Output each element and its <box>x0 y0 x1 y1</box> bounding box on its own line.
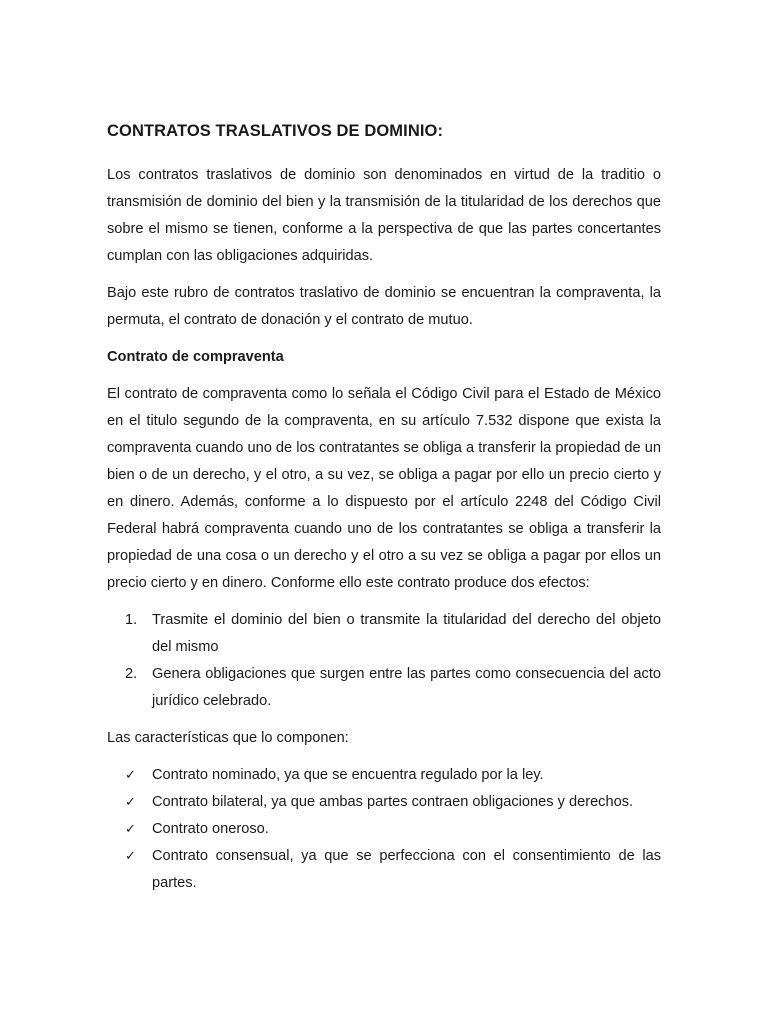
checkmark-icon: ✓ <box>125 795 136 810</box>
list-item-text: Contrato consensual, ya que se perfecciona con el consentimiento de las partes. <box>152 848 661 891</box>
intro-paragraph-2: Bajo este rubro de contratos traslativo de dominio se encuentran la compraventa, la permuta, el contrato de donación y el contrato de mutuo. <box>107 285 661 328</box>
characteristics-list <box>107 762 661 897</box>
section-paragraph: El contrato de compraventa como lo señala el Código Civil para el Estado de México en el titulo segundo de la compraventa, en su artículo 7.532 dispone que exista la compraventa cuando uno de los contratantes se obliga a transferir la propiedad de un bien o de un derecho, y el otro, a su vez, se obliga a pagar por ello un precio cierto y en dinero. Además, conforme a lo dispuesto por el artículo 2248 del Código Civil Federal habrá compraventa cuando uno de los contratantes se obliga a transferir la propiedad de una cosa o un derecho y el otro a su vez se obliga a pagar por ellos un precio cierto y en dinero. Conforme ello este contrato produce dos efectos: <box>107 386 661 591</box>
checkmark-icon: ✓ <box>125 849 136 864</box>
list-item-text: Contrato bilateral, ya que ambas partes contraen obligaciones y derechos. <box>152 794 634 810</box>
list-item <box>107 789 661 816</box>
effects-list <box>107 607 661 715</box>
list-item-text: Contrato oneroso. <box>152 821 269 837</box>
list-item <box>107 816 661 843</box>
checkmark-icon: ✓ <box>125 822 136 837</box>
document-page <box>107 118 661 907</box>
list-number: 2. <box>125 666 138 682</box>
document-title: CONTRATOS TRASLATIVOS DE DOMINIO: <box>107 122 444 140</box>
list-item <box>107 843 661 897</box>
list-item <box>107 762 661 789</box>
intro-paragraph-1: Los contratos traslativos de dominio son denominados en virtud de la traditio o transmisión de dominio del bien y la transmisión de la titularidad de los derechos que sobre el mismo se tienen, conforme a la perspectiva de que las partes concertantes cumplan con las obligaciones adquiridas. <box>107 167 661 264</box>
list-item-text: Contrato nominado, ya que se encuentra regulado por la ley. <box>152 767 544 783</box>
checkmark-icon: ✓ <box>125 768 136 783</box>
list-item <box>107 607 661 661</box>
list-item-text: Genera obligaciones que surgen entre las partes como consecuencia del acto jurídico celebrado. <box>152 666 661 709</box>
list-number: 1. <box>125 612 138 628</box>
characteristics-intro: Las características que lo componen: <box>107 730 349 746</box>
section-heading: Contrato de compraventa <box>107 349 284 365</box>
list-item-text: Trasmite el dominio del bien o transmite la titularidad del derecho del objeto del mismo <box>152 612 661 655</box>
list-item <box>107 661 661 715</box>
